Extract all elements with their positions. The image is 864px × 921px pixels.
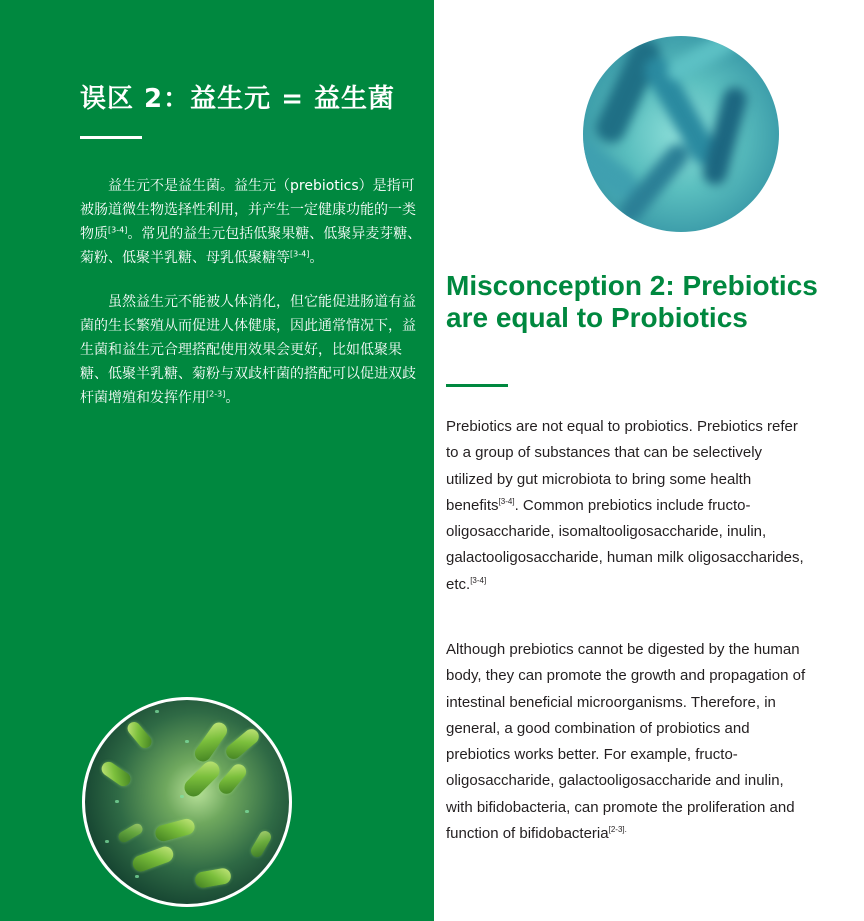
english-heading-underline [446, 384, 508, 387]
chinese-p1-text-a: 益生元不是益生菌。益生元（prebiotics）是指可被肠道微生物选择性利用，并产生一定健康功能的一类物质 [80, 178, 416, 242]
chinese-p1-text-c: 。 [309, 250, 324, 266]
bacteria-microscope-image [82, 697, 292, 907]
english-paragraph-1 [446, 414, 806, 598]
chinese-p2-citation-a: [2-3] [206, 389, 226, 399]
chinese-p2-text-b: 。 [225, 390, 240, 406]
english-p1-text-a: Prebiotics are not equal to probiotics. Prebiotics refer to a group of substances that can be selectively utilized by gut microbiota to bring some health benefits [446, 418, 798, 514]
chinese-p1-citation-a: [3-4] [108, 225, 128, 235]
chinese-p1-citation-b: [3-4] [290, 249, 310, 259]
english-heading: Misconception 2: Prebiotics are equal to Probiotics [446, 270, 818, 333]
english-p2-text-a: Although prebiotics cannot be digested by the human body, they can promote the growth and propagation of intestinal beneficial microorganisms. Therefore, in general, a good combination of probiotics and prebiotics works better. For example, fructo-oligosaccharide, galactooligosaccharide and inulin, with bifidobacteria, can promote the proliferation and function of bifidobacteria [446, 641, 806, 843]
chinese-paragraph-1 [80, 174, 422, 270]
chinese-heading-underline [80, 136, 142, 139]
blurred-bacteria-image [583, 36, 779, 232]
chinese-p2-text-a: 虽然益生元不能被人体消化，但它能促进肠道有益菌的生长繁殖从而促进人体健康，因此通常情况下，益生菌和益生元合理搭配使用效果会更好，比如低聚果糖、低聚半乳糖、菊粉与双歧杆菌的搭配可以促进双歧杆菌增殖和发挥作用 [80, 294, 416, 406]
english-p1-text-b: . Common prebiotics include fructo-oligosaccharide, isomaltooligosaccharide, inulin, galactooligosaccharide, human milk oligosaccharides, etc. [446, 496, 804, 593]
chinese-p1-text-b: 。常见的益生元包括低聚果糖、低聚异麦芽糖、菊粉、低聚半乳糖、母乳低聚糖等 [80, 226, 422, 266]
chinese-heading: 误区 2：益生元 = 益生菌 [80, 84, 396, 114]
english-paragraph-2 [446, 637, 806, 847]
english-p2-citation-a: [2-3]. [608, 825, 627, 835]
english-p1-citation-a: [3-4] [498, 496, 515, 506]
chinese-paragraph-2 [80, 290, 422, 410]
english-p1-citation-b: [3-4] [470, 575, 487, 585]
